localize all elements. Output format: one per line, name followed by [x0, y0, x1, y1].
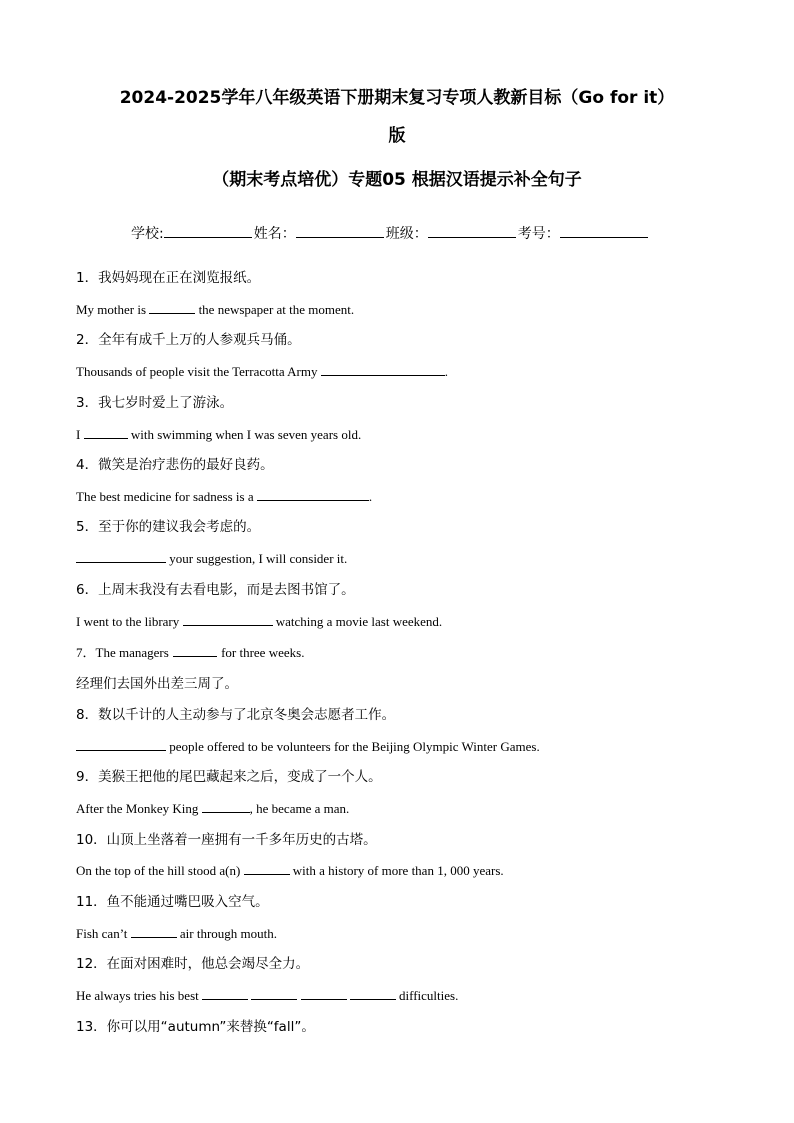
question-5-prompt: 5．至于你的建议我会考虑的。	[76, 519, 261, 535]
answer-blank[interactable]	[202, 799, 250, 813]
answer-blank[interactable]	[301, 986, 347, 1000]
exam-number-field[interactable]	[560, 222, 648, 238]
question-5-sentence: your suggestion, I will consider it.	[76, 549, 347, 569]
question-8-prompt: 8．数以千计的人主动参与了北京冬奥会志愿者工作。	[76, 707, 396, 723]
question-12-prompt: 12．在面对困难时，他总会竭尽全力。	[76, 956, 310, 972]
question-8-sentence: people offered to be volunteers for the Beijing Olympic Winter Games.	[76, 737, 540, 757]
exam-number-label: 考号：	[517, 226, 560, 242]
question-9-prompt: 9．美猴王把他的尾巴藏起来之后，变成了一个人。	[76, 769, 382, 785]
question-12-sentence: He always tries his best difficulties.	[76, 988, 459, 1003]
question-11-sentence: Fish can’t air through mouth.	[76, 926, 278, 941]
question-3-sentence: I with swimming when I was seven years old.	[76, 427, 362, 442]
answer-blank[interactable]	[183, 612, 273, 626]
question-1-sentence: My mother is the newspaper at the moment.	[76, 302, 355, 317]
answer-blank[interactable]	[131, 924, 177, 938]
question-7-prompt: 7．The managers for three weeks.	[76, 645, 305, 660]
page-title-line-1: 2024-2025学年八年级英语下册期末复习专项人教新目标（Go for it）	[119, 88, 675, 108]
page-title-line-2: 版	[388, 126, 406, 146]
answer-blank[interactable]	[257, 487, 369, 501]
question-6-sentence: I went to the library watching a movie last weekend.	[76, 614, 443, 629]
answer-blank[interactable]	[76, 737, 166, 751]
question-1-prompt: 1．我妈妈现在正在浏览报纸。	[76, 270, 261, 286]
answer-blank[interactable]	[350, 986, 396, 1000]
answer-blank[interactable]	[149, 300, 195, 314]
answer-blank[interactable]	[173, 643, 217, 657]
page-subtitle: （期末考点培优）专题05 根据汉语提示补全句子	[212, 170, 582, 190]
question-10-sentence: On the top of the hill stood a(n) with a history of more than 1, 000 years.	[76, 863, 504, 878]
answer-blank[interactable]	[76, 549, 166, 563]
class-label: 班级：	[385, 226, 428, 242]
name-label: 姓名：	[253, 226, 296, 242]
school-label: 学校:	[131, 226, 164, 242]
question-2-prompt: 2．全年有成千上万的人参观兵马俑。	[76, 332, 301, 348]
question-2-sentence: Thousands of people visit the Terracotta Army .	[76, 364, 448, 379]
question-13-prompt: 13．你可以用“autumn”来替换“fall”。	[76, 1019, 315, 1035]
question-7-translation: 经理们去国外出差三周了。	[76, 676, 238, 692]
answer-blank[interactable]	[251, 986, 297, 1000]
question-10-prompt: 10．山顶上坐落着一座拥有一千多年历史的古塔。	[76, 832, 377, 848]
answer-blank[interactable]	[84, 425, 128, 439]
question-11-prompt: 11．鱼不能通过嘴巴吸入空气。	[76, 894, 269, 910]
class-field[interactable]	[428, 222, 516, 238]
school-field[interactable]	[164, 222, 252, 238]
question-6-prompt: 6．上周末我没有去看电影，而是去图书馆了。	[76, 582, 355, 598]
student-info-row	[131, 222, 650, 244]
question-3-prompt: 3．我七岁时爱上了游泳。	[76, 395, 234, 411]
answer-blank[interactable]	[202, 986, 248, 1000]
name-field[interactable]	[296, 222, 384, 238]
answer-blank[interactable]	[321, 362, 445, 376]
answer-blank[interactable]	[244, 861, 290, 875]
question-9-sentence: After the Monkey King , he became a man.	[76, 801, 350, 816]
question-4-prompt: 4．微笑是治疗悲伤的最好良药。	[76, 457, 274, 473]
question-4-sentence: The best medicine for sadness is a .	[76, 489, 373, 504]
